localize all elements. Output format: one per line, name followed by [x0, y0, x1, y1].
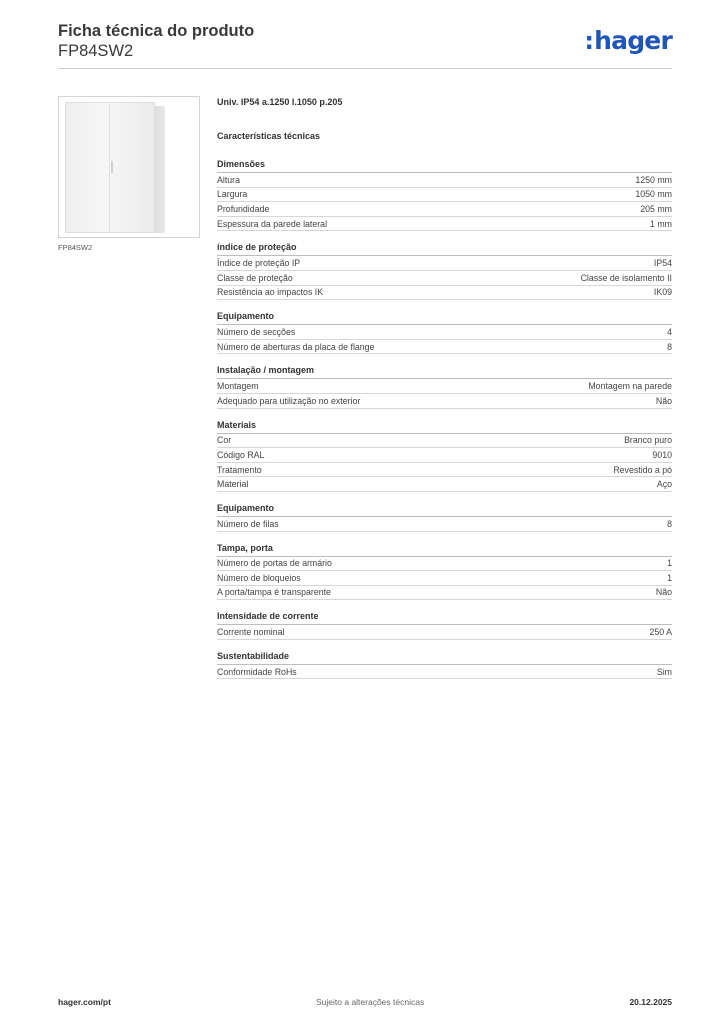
spec-group [217, 503, 672, 532]
spec-group [217, 365, 672, 408]
spec-group-title: índice de proteção [217, 242, 672, 256]
footer-website: hager.com/pt [58, 997, 111, 1007]
spec-value: 9010 [652, 449, 672, 460]
spec-group [217, 543, 672, 601]
spec-value: 1050 mm [635, 189, 672, 200]
spec-row [217, 217, 672, 232]
spec-group [217, 651, 672, 680]
spec-label: Número de filas [217, 518, 279, 529]
spec-label: Número de portas de armário [217, 558, 332, 569]
spec-group-title: Equipamento [217, 503, 672, 517]
spec-label: Conformidade RoHs [217, 666, 297, 677]
spec-row [217, 571, 672, 586]
spec-value: 250 A [649, 627, 672, 638]
spec-group [217, 420, 672, 492]
spec-label: Profundidade [217, 203, 270, 214]
cabinet-handle-icon [111, 161, 113, 173]
spec-group-title: Instalação / montagem [217, 365, 672, 379]
spec-group-title: Tampa, porta [217, 543, 672, 557]
spec-row [217, 325, 672, 340]
footer-date: 20.12.2025 [629, 997, 672, 1007]
spec-group [217, 242, 672, 300]
spec-row [217, 188, 672, 203]
section-title: Características técnicas [217, 131, 321, 141]
spec-value: 1 [667, 558, 672, 569]
spec-group-title: Materiais [217, 420, 672, 434]
page-title: Ficha técnica do produto [58, 22, 255, 40]
spec-group-title: Dimensões [217, 159, 672, 173]
spec-group-title: Sustentabilidade [217, 651, 672, 665]
spec-row [217, 557, 672, 572]
spec-label: Corrente nominal [217, 627, 285, 638]
spec-value: Não [655, 395, 672, 406]
spec-row [217, 517, 672, 532]
spec-row [217, 394, 672, 409]
cabinet-front [65, 102, 155, 233]
spec-value: Aço [656, 479, 672, 490]
spec-row [217, 256, 672, 271]
spec-group [217, 611, 672, 640]
spec-row [217, 340, 672, 355]
spec-value: IK09 [653, 287, 672, 298]
spec-row [217, 448, 672, 463]
spec-row [217, 379, 672, 394]
spec-label: Código RAL [217, 449, 265, 460]
spec-value: 8 [667, 518, 672, 529]
spec-row [217, 463, 672, 478]
spec-row [217, 286, 672, 301]
spec-group-title: Equipamento [217, 311, 672, 325]
spec-value: 8 [667, 341, 672, 352]
spec-row [217, 271, 672, 286]
product-image [58, 96, 200, 238]
spec-value: Branco puro [624, 435, 672, 446]
spec-value: 205 mm [640, 203, 672, 214]
hager-logo [584, 26, 672, 56]
spec-label: Índice de proteção IP [217, 258, 301, 269]
spec-value: 1 [667, 572, 672, 583]
spec-row [217, 477, 672, 492]
spec-label: Adequado para utilização no exterior [217, 395, 361, 406]
spec-row [217, 202, 672, 217]
spec-value: Revestido a pó [613, 464, 672, 475]
spec-row [217, 586, 672, 601]
spec-value: 1250 mm [635, 174, 672, 185]
product-image-caption: FP84SW2 [58, 243, 93, 252]
cabinet-side [155, 106, 165, 233]
spec-value: 1 mm [650, 218, 672, 229]
cabinet-door-split [109, 102, 110, 233]
spec-value: Classe de isolamento II [580, 272, 672, 283]
spec-label: Resistência ao impactos IK [217, 287, 324, 298]
spec-value: Montagem na parede [588, 381, 672, 392]
spec-label: Material [217, 479, 249, 490]
spec-label: Classe de proteção [217, 272, 293, 283]
spec-label: Espessura da parede lateral [217, 218, 328, 229]
spec-value: IP54 [653, 258, 672, 269]
spec-label: Número de secções [217, 326, 296, 337]
spec-label: Montagem [217, 381, 259, 392]
spec-row [217, 625, 672, 640]
spec-label: Número de aberturas da placa de flange [217, 341, 375, 352]
logo-text: hager [594, 26, 672, 55]
page-header [58, 21, 254, 61]
spec-value: Não [655, 587, 672, 598]
spec-row [217, 665, 672, 680]
spec-label: Altura [217, 174, 240, 185]
spec-label: Tratamento [217, 464, 262, 475]
product-description: Univ. IP54 a.1250 l.1050 p.205 [217, 97, 343, 107]
product-code: FP84SW2 [58, 42, 134, 60]
spec-content [217, 97, 672, 690]
spec-group [217, 311, 672, 354]
spec-row [217, 434, 672, 449]
header-divider [58, 68, 672, 69]
spec-row [217, 173, 672, 188]
spec-label: Número de bloqueios [217, 572, 301, 583]
spec-label: Largura [217, 189, 248, 200]
logo-mark-icon: : [584, 27, 594, 55]
spec-value: 4 [667, 326, 672, 337]
spec-label: A porta/tampa é transparente [217, 587, 331, 598]
spec-group-title: Intensidade de corrente [217, 611, 672, 625]
spec-value: Sim [656, 666, 672, 677]
spec-group [217, 159, 672, 231]
spec-label: Cor [217, 435, 232, 446]
spec-groups [217, 159, 672, 679]
footer-note: Sujeito a alterações técnicas [316, 997, 425, 1007]
